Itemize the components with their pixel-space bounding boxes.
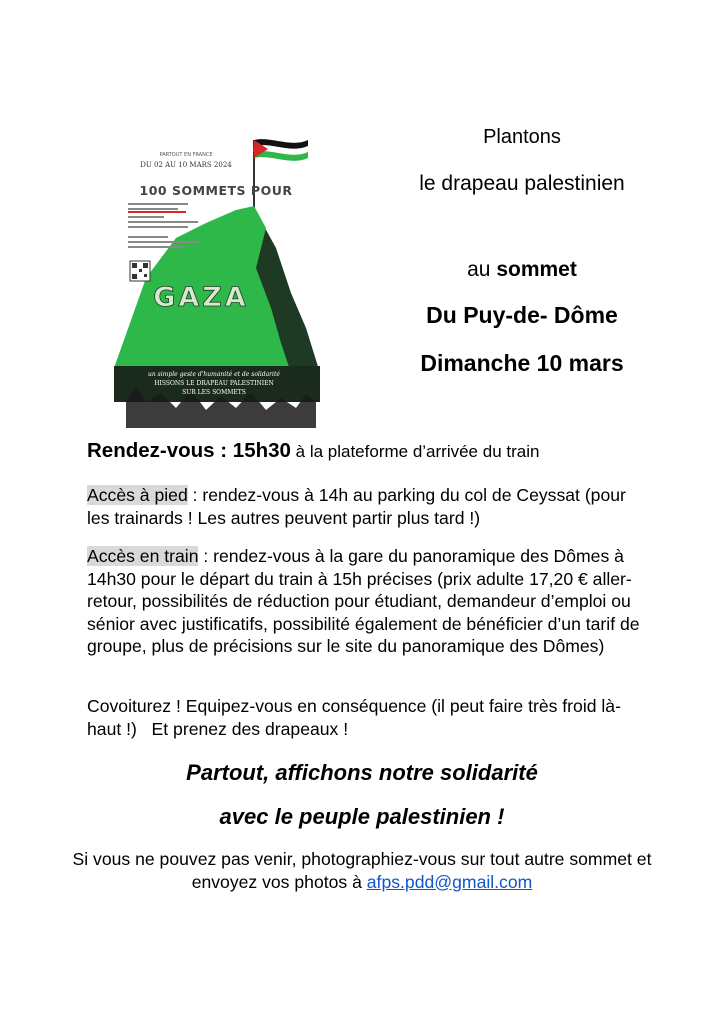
acces-pied-text: : rendez-vous à 14h au parking du col de Ceyssat (pour les trainards ! Les autres peuvent partir plus tard !) <box>87 485 626 528</box>
rendezvous-line <box>87 440 647 464</box>
heading-line-3-prefix: au <box>467 258 497 281</box>
footer-paragraph <box>40 848 684 893</box>
slogan-line-2: avec le peuple palestinien ! <box>219 804 505 829</box>
email-link[interactable]: afps.pdd@gmail.com <box>366 871 533 892</box>
heading-line-2: le drapeau palestinien <box>419 172 625 195</box>
qr-code <box>130 261 150 281</box>
poster-tagline-2: HISSONS LE DRAPEAU PALESTINIEN <box>154 380 274 387</box>
rendezvous-label: Rendez-vous : 15h30 <box>87 439 291 462</box>
rendezvous-detail: à la plateforme d’arrivée du train <box>290 442 540 461</box>
poster-top-text: PARTOUT EN FRANCE <box>159 152 213 158</box>
mountain-illustration <box>106 128 320 428</box>
poster-dates: DU 02 AU 10 MARS 2024 <box>140 161 232 169</box>
heading-location: Du Puy-de- Dôme <box>426 302 618 328</box>
poster-image <box>106 128 320 428</box>
covoiturage-paragraph: Covoiturez ! Equipez-vous en conséquence (il peut faire très froid là-haut !) Et prenez des drapeaux ! <box>87 696 621 739</box>
acces-train-label: Accès en train <box>87 546 199 566</box>
acces-pied-label: Accès à pied <box>87 485 188 505</box>
heading-line-3 <box>352 258 692 282</box>
heading-line-1: Plantons <box>483 126 561 148</box>
poster-gaza: GAZA <box>153 282 249 313</box>
footer-text: Si vous ne pouvez pas venir, photographiez-vous sur tout autre sommet et envoyez vos photos à <box>72 849 652 892</box>
acces-train-paragraph <box>87 545 647 658</box>
poster-headline: 100 SOMMETS POUR <box>139 183 293 198</box>
poster-tagline-3: SUR LES SOMMETS <box>182 389 246 396</box>
acces-pied-paragraph <box>87 484 647 529</box>
slogan-line-1: Partout, affichons notre solidarité <box>186 760 538 785</box>
heading-date: Dimanche 10 mars <box>420 350 624 376</box>
poster-tagline-1: un simple geste d'humanité et de solidarité <box>148 371 280 378</box>
heading-line-3-bold: sommet <box>496 258 577 281</box>
acces-train-text: : rendez-vous à la gare du panoramique des Dômes à 14h30 pour le départ du train à 15h précises (prix adulte 17,20 € aller-retour, possibilités de réduction pour étudiant, demandeur d’emploi ou sénior avec justificatifs, possibilité également de bénéficier d’un tarif de groupe, plus de précisions sur le site du panoramique des Dômes) <box>87 546 640 656</box>
